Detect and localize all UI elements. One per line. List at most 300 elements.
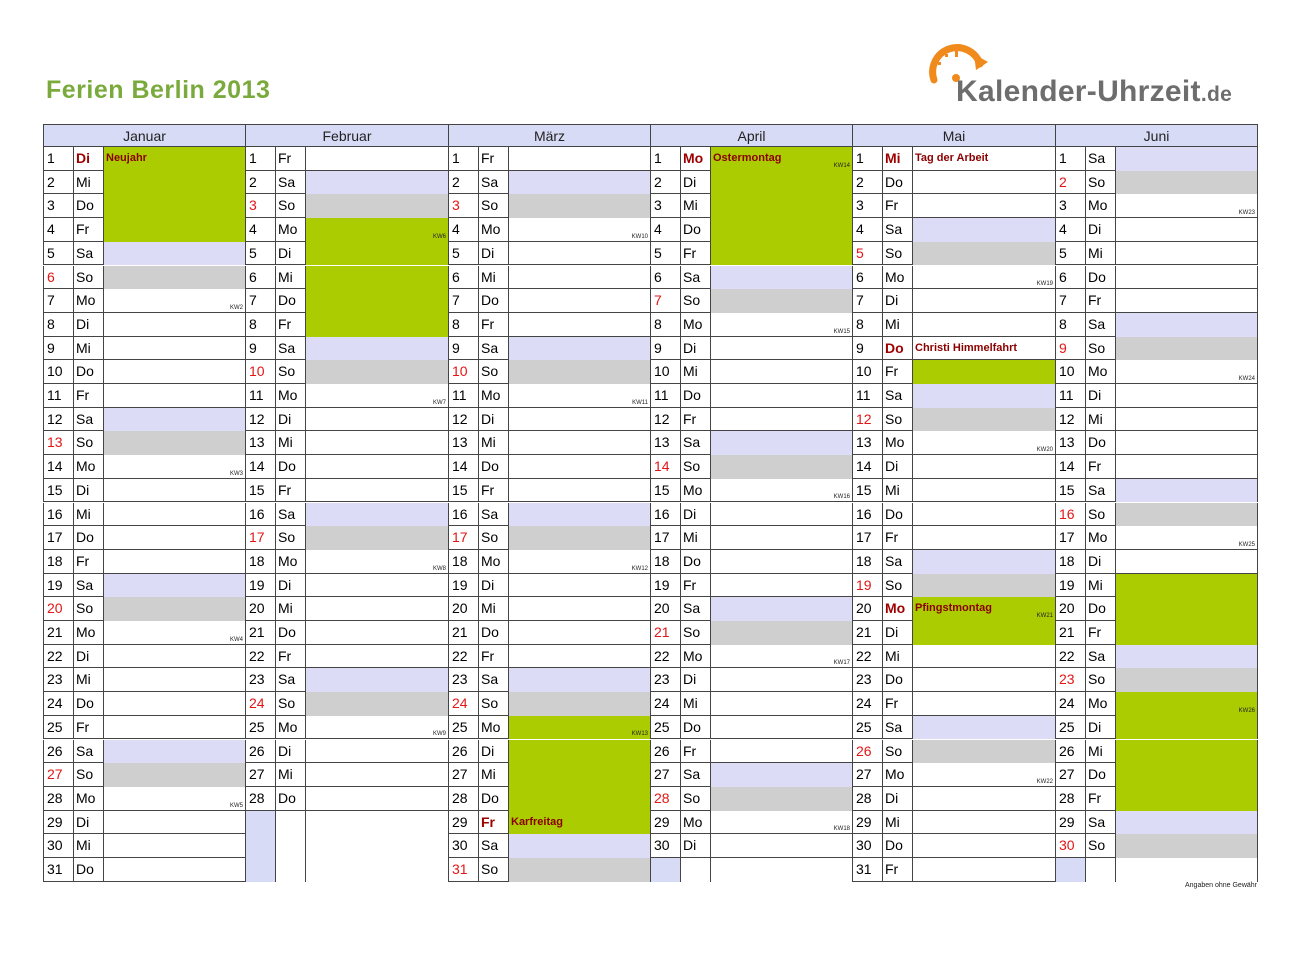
day-number: 16 bbox=[1055, 503, 1085, 527]
day-row bbox=[43, 503, 245, 527]
weekday: Sa bbox=[73, 242, 103, 266]
day-entry bbox=[710, 811, 852, 835]
day-row bbox=[448, 266, 650, 290]
day-row bbox=[245, 455, 448, 479]
day-entry bbox=[912, 479, 1055, 503]
day-row bbox=[245, 384, 448, 408]
day-entry bbox=[508, 360, 650, 384]
day-number: 17 bbox=[43, 526, 73, 550]
day-entry bbox=[305, 455, 448, 479]
day-number: 16 bbox=[650, 503, 680, 527]
day-row bbox=[650, 147, 852, 171]
day-row bbox=[650, 455, 852, 479]
day-entry bbox=[305, 384, 448, 408]
day-number: 8 bbox=[650, 313, 680, 337]
logo-main: Kalender-Uhrzeit bbox=[956, 75, 1201, 108]
day-number: 8 bbox=[852, 313, 882, 337]
day-number: 21 bbox=[43, 621, 73, 645]
week-number: KW3 bbox=[229, 470, 243, 477]
day-row bbox=[650, 360, 852, 384]
weekday: Fr bbox=[73, 384, 103, 408]
day-entry bbox=[912, 668, 1055, 692]
week-number: KW2 bbox=[229, 304, 243, 311]
day-row bbox=[448, 479, 650, 503]
day-entry bbox=[103, 692, 245, 716]
day-entry bbox=[305, 147, 448, 171]
day-row bbox=[43, 787, 245, 811]
day-number: 18 bbox=[448, 550, 478, 574]
day-row bbox=[650, 716, 852, 740]
day-entry bbox=[912, 597, 1055, 621]
day-number: 20 bbox=[1055, 597, 1085, 621]
day-entry bbox=[508, 550, 650, 574]
day-entry bbox=[305, 171, 448, 195]
day-entry bbox=[508, 740, 650, 764]
day-row bbox=[448, 337, 650, 361]
day-row bbox=[852, 787, 1055, 811]
day-number: 2 bbox=[245, 171, 275, 195]
day-row bbox=[448, 858, 650, 882]
week-number: KW15 bbox=[833, 328, 850, 335]
day-row bbox=[650, 218, 852, 242]
weekday bbox=[275, 858, 305, 882]
day-entry bbox=[305, 787, 448, 811]
weekday: Mi bbox=[882, 811, 912, 835]
day-row bbox=[1055, 787, 1258, 811]
weekday: Mo bbox=[1085, 692, 1115, 716]
day-row bbox=[650, 289, 852, 313]
day-row bbox=[43, 313, 245, 337]
day-entry bbox=[508, 763, 650, 787]
day-entry bbox=[103, 408, 245, 432]
weekday: Mo bbox=[275, 550, 305, 574]
weekday: Mo bbox=[680, 147, 710, 171]
day-row bbox=[43, 431, 245, 455]
weekday: Fr bbox=[1085, 289, 1115, 313]
day-number: 3 bbox=[43, 194, 73, 218]
weekday bbox=[1085, 858, 1115, 882]
weekday: Sa bbox=[882, 716, 912, 740]
day-row bbox=[1055, 360, 1258, 384]
weekday: Mi bbox=[73, 503, 103, 527]
day-entry bbox=[1115, 266, 1258, 290]
day-row bbox=[245, 740, 448, 764]
day-number: 9 bbox=[650, 337, 680, 361]
day-number: 27 bbox=[650, 763, 680, 787]
day-entry bbox=[305, 266, 448, 290]
weekday: Di bbox=[73, 479, 103, 503]
day-row bbox=[448, 621, 650, 645]
day-row bbox=[448, 692, 650, 716]
day-row bbox=[650, 384, 852, 408]
day-row bbox=[245, 266, 448, 290]
day-entry bbox=[1115, 645, 1258, 669]
day-row bbox=[448, 360, 650, 384]
day-row bbox=[650, 171, 852, 195]
day-number: 20 bbox=[448, 597, 478, 621]
weekday: Mi bbox=[882, 479, 912, 503]
day-number: 12 bbox=[448, 408, 478, 432]
day-number: 1 bbox=[43, 147, 73, 171]
weekday: Fr bbox=[882, 692, 912, 716]
day-entry bbox=[508, 289, 650, 313]
day-number: 4 bbox=[1055, 218, 1085, 242]
day-number: 4 bbox=[245, 218, 275, 242]
day-entry bbox=[305, 289, 448, 313]
day-number: 27 bbox=[448, 763, 478, 787]
weekday: Mi bbox=[73, 171, 103, 195]
day-number: 22 bbox=[245, 645, 275, 669]
weekday: Sa bbox=[1085, 645, 1115, 669]
weekday: Mi bbox=[680, 692, 710, 716]
day-number: 19 bbox=[448, 574, 478, 598]
weekday: Sa bbox=[275, 171, 305, 195]
day-entry bbox=[710, 479, 852, 503]
weekday: Do bbox=[1085, 431, 1115, 455]
day-number: 5 bbox=[1055, 242, 1085, 266]
day-entry bbox=[508, 171, 650, 195]
day-entry bbox=[710, 431, 852, 455]
day-row bbox=[43, 360, 245, 384]
day-row bbox=[852, 171, 1055, 195]
day-entry bbox=[710, 858, 852, 882]
weekday: Fr bbox=[1085, 621, 1115, 645]
day-entry bbox=[305, 574, 448, 598]
day-number: 16 bbox=[245, 503, 275, 527]
day-number: 13 bbox=[852, 431, 882, 455]
day-row bbox=[650, 266, 852, 290]
day-number: 11 bbox=[650, 384, 680, 408]
page-title: Ferien Berlin 2013 bbox=[46, 76, 271, 104]
day-entry bbox=[912, 503, 1055, 527]
day-row bbox=[852, 289, 1055, 313]
weekday: Mo bbox=[478, 218, 508, 242]
weekday: So bbox=[680, 787, 710, 811]
day-number: 11 bbox=[852, 384, 882, 408]
day-row bbox=[1055, 337, 1258, 361]
logo-tld: .de bbox=[1200, 83, 1233, 106]
day-row bbox=[245, 147, 448, 171]
day-row bbox=[448, 526, 650, 550]
weekday: Mo bbox=[882, 597, 912, 621]
weekday: Do bbox=[73, 526, 103, 550]
weekday: Fr bbox=[680, 408, 710, 432]
day-entry bbox=[710, 384, 852, 408]
weekday: So bbox=[275, 526, 305, 550]
day-number: 6 bbox=[1055, 266, 1085, 290]
day-row bbox=[448, 574, 650, 598]
weekday: Do bbox=[275, 455, 305, 479]
week-number: KW5 bbox=[229, 802, 243, 809]
day-entry bbox=[103, 194, 245, 218]
week-number: KW9 bbox=[432, 731, 446, 738]
day-number: 15 bbox=[852, 479, 882, 503]
day-entry bbox=[103, 526, 245, 550]
day-number: 7 bbox=[1055, 289, 1085, 313]
day-number: 27 bbox=[245, 763, 275, 787]
day-row bbox=[43, 455, 245, 479]
day-row bbox=[448, 550, 650, 574]
day-entry bbox=[912, 645, 1055, 669]
day-row bbox=[245, 408, 448, 432]
day-entry bbox=[508, 692, 650, 716]
day-row bbox=[1055, 408, 1258, 432]
day-row bbox=[448, 716, 650, 740]
day-row bbox=[245, 621, 448, 645]
day-entry bbox=[103, 479, 245, 503]
weekday: So bbox=[1085, 337, 1115, 361]
day-row bbox=[245, 289, 448, 313]
day-number: 10 bbox=[1055, 360, 1085, 384]
weekday: Mo bbox=[275, 218, 305, 242]
weekday: Do bbox=[882, 834, 912, 858]
day-row bbox=[1055, 503, 1258, 527]
day-entry bbox=[912, 787, 1055, 811]
day-row bbox=[852, 266, 1055, 290]
day-number: 18 bbox=[1055, 550, 1085, 574]
weekday: Do bbox=[73, 858, 103, 882]
day-row bbox=[1055, 171, 1258, 195]
day-row bbox=[43, 763, 245, 787]
day-row bbox=[43, 218, 245, 242]
day-entry bbox=[103, 763, 245, 787]
weekday: So bbox=[882, 740, 912, 764]
day-entry bbox=[305, 503, 448, 527]
day-row bbox=[650, 550, 852, 574]
day-number: 23 bbox=[852, 668, 882, 692]
weekday: Di bbox=[882, 787, 912, 811]
day-entry bbox=[1115, 218, 1258, 242]
weekday: Sa bbox=[275, 337, 305, 361]
weekday: Di bbox=[1085, 716, 1115, 740]
day-entry bbox=[1115, 384, 1258, 408]
day-number: 26 bbox=[43, 740, 73, 764]
weekday: So bbox=[275, 692, 305, 716]
weekday: Mi bbox=[275, 431, 305, 455]
weekday: Di bbox=[275, 408, 305, 432]
week-number: KW24 bbox=[1238, 375, 1255, 382]
weekday: Mi bbox=[478, 763, 508, 787]
day-row bbox=[245, 716, 448, 740]
day-row bbox=[650, 503, 852, 527]
day-number: 25 bbox=[1055, 716, 1085, 740]
week-number: KW22 bbox=[1036, 778, 1053, 785]
day-row bbox=[43, 668, 245, 692]
day-row bbox=[245, 526, 448, 550]
day-row bbox=[43, 266, 245, 290]
weekday: Sa bbox=[478, 337, 508, 361]
day-entry bbox=[508, 645, 650, 669]
day-entry bbox=[508, 455, 650, 479]
day-row bbox=[852, 858, 1055, 882]
day-number: 26 bbox=[852, 740, 882, 764]
day-number: 10 bbox=[245, 360, 275, 384]
day-row bbox=[650, 811, 852, 835]
holiday-label: Christi Himmelfahrt bbox=[915, 341, 1018, 354]
weekday: Sa bbox=[478, 171, 508, 195]
day-row bbox=[852, 503, 1055, 527]
day-entry bbox=[912, 550, 1055, 574]
day-row bbox=[650, 337, 852, 361]
weekday: Sa bbox=[680, 763, 710, 787]
day-entry bbox=[710, 597, 852, 621]
day-number: 19 bbox=[852, 574, 882, 598]
weekday: So bbox=[680, 455, 710, 479]
day-entry bbox=[1115, 763, 1258, 787]
day-row bbox=[650, 763, 852, 787]
day-row bbox=[650, 526, 852, 550]
weekday: Mi bbox=[680, 526, 710, 550]
day-number: 7 bbox=[852, 289, 882, 313]
day-entry bbox=[103, 313, 245, 337]
day-entry bbox=[508, 408, 650, 432]
weekday: Fr bbox=[1085, 455, 1115, 479]
weekday: Do bbox=[275, 621, 305, 645]
day-entry bbox=[103, 337, 245, 361]
day-number: 5 bbox=[245, 242, 275, 266]
day-entry bbox=[103, 550, 245, 574]
weekday: So bbox=[1085, 834, 1115, 858]
day-number: 30 bbox=[852, 834, 882, 858]
day-number: 10 bbox=[448, 360, 478, 384]
day-entry bbox=[912, 740, 1055, 764]
day-number: 18 bbox=[43, 550, 73, 574]
day-entry bbox=[305, 621, 448, 645]
day-number: 1 bbox=[650, 147, 680, 171]
week-number: KW16 bbox=[833, 494, 850, 501]
week-number: KW19 bbox=[1036, 281, 1053, 288]
day-entry bbox=[710, 337, 852, 361]
day-entry bbox=[305, 479, 448, 503]
day-entry bbox=[710, 834, 852, 858]
day-entry bbox=[1115, 787, 1258, 811]
day-row bbox=[650, 787, 852, 811]
day-row bbox=[650, 479, 852, 503]
day-row bbox=[1055, 645, 1258, 669]
day-row bbox=[448, 431, 650, 455]
weekday: Di bbox=[73, 313, 103, 337]
weekday: Sa bbox=[1085, 479, 1115, 503]
day-row bbox=[43, 479, 245, 503]
day-number: 23 bbox=[1055, 668, 1085, 692]
day-number: 28 bbox=[1055, 787, 1085, 811]
holiday-label: Ostermontag bbox=[713, 152, 782, 164]
weekday: Mi bbox=[1085, 574, 1115, 598]
day-entry bbox=[1115, 811, 1258, 835]
day-number: 10 bbox=[43, 360, 73, 384]
day-number: 12 bbox=[1055, 408, 1085, 432]
day-number: 2 bbox=[43, 171, 73, 195]
day-entry bbox=[103, 787, 245, 811]
day-row bbox=[448, 171, 650, 195]
day-number: 6 bbox=[650, 266, 680, 290]
week-number: KW7 bbox=[432, 399, 446, 406]
weekday: Mo bbox=[275, 384, 305, 408]
weekday: Fr bbox=[73, 218, 103, 242]
weekday: Mi bbox=[882, 645, 912, 669]
day-row bbox=[852, 360, 1055, 384]
weekday: Di bbox=[73, 645, 103, 669]
day-row bbox=[43, 384, 245, 408]
weekday: Do bbox=[882, 171, 912, 195]
day-number: 27 bbox=[43, 763, 73, 787]
weekday: Sa bbox=[478, 668, 508, 692]
day-entry bbox=[912, 763, 1055, 787]
day-entry bbox=[710, 763, 852, 787]
weekday: Di bbox=[1085, 384, 1115, 408]
day-row bbox=[448, 242, 650, 266]
day-row bbox=[245, 692, 448, 716]
weekday: So bbox=[1085, 503, 1115, 527]
day-number: 21 bbox=[650, 621, 680, 645]
day-row bbox=[43, 147, 245, 171]
weekday: Sa bbox=[680, 431, 710, 455]
day-entry bbox=[103, 360, 245, 384]
day-row bbox=[448, 147, 650, 171]
day-row bbox=[1055, 313, 1258, 337]
day-number: 15 bbox=[245, 479, 275, 503]
day-number: 3 bbox=[852, 194, 882, 218]
day-entry bbox=[1115, 597, 1258, 621]
day-entry bbox=[508, 858, 650, 882]
weekday: So bbox=[478, 194, 508, 218]
weekday: Di bbox=[680, 337, 710, 361]
day-number: 14 bbox=[43, 455, 73, 479]
month-header-6: Juni bbox=[1055, 124, 1258, 147]
weekday: Fr bbox=[680, 242, 710, 266]
day-entry bbox=[508, 621, 650, 645]
day-row bbox=[448, 740, 650, 764]
day-row bbox=[448, 503, 650, 527]
day-number: 6 bbox=[448, 266, 478, 290]
day-entry bbox=[103, 503, 245, 527]
day-number: 13 bbox=[245, 431, 275, 455]
weekday: Do bbox=[275, 289, 305, 313]
day-number: 30 bbox=[43, 834, 73, 858]
day-number: 29 bbox=[852, 811, 882, 835]
day-entry bbox=[103, 147, 245, 171]
weekday: Mo bbox=[478, 384, 508, 408]
weekday: Sa bbox=[275, 668, 305, 692]
day-number: 25 bbox=[448, 716, 478, 740]
day-row bbox=[43, 858, 245, 882]
week-number: KW10 bbox=[631, 233, 648, 240]
day-number: 19 bbox=[43, 574, 73, 598]
day-number: 9 bbox=[448, 337, 478, 361]
day-row bbox=[43, 811, 245, 835]
disclaimer: Angaben ohne Gewähr bbox=[1185, 882, 1257, 889]
day-entry bbox=[710, 289, 852, 313]
day-number: 15 bbox=[448, 479, 478, 503]
weekday: Di bbox=[1085, 550, 1115, 574]
day-number: 15 bbox=[43, 479, 73, 503]
day-entry bbox=[103, 645, 245, 669]
day-entry bbox=[912, 834, 1055, 858]
weekday: Mo bbox=[1085, 360, 1115, 384]
day-number: 12 bbox=[650, 408, 680, 432]
day-number: 2 bbox=[448, 171, 478, 195]
day-entry bbox=[305, 858, 448, 882]
day-row bbox=[245, 171, 448, 195]
weekday: So bbox=[478, 692, 508, 716]
day-number: 11 bbox=[245, 384, 275, 408]
weekday: Di bbox=[275, 740, 305, 764]
day-row bbox=[852, 763, 1055, 787]
weekday: Mi bbox=[478, 431, 508, 455]
day-entry bbox=[305, 716, 448, 740]
day-number: 28 bbox=[448, 787, 478, 811]
day-number: 13 bbox=[448, 431, 478, 455]
